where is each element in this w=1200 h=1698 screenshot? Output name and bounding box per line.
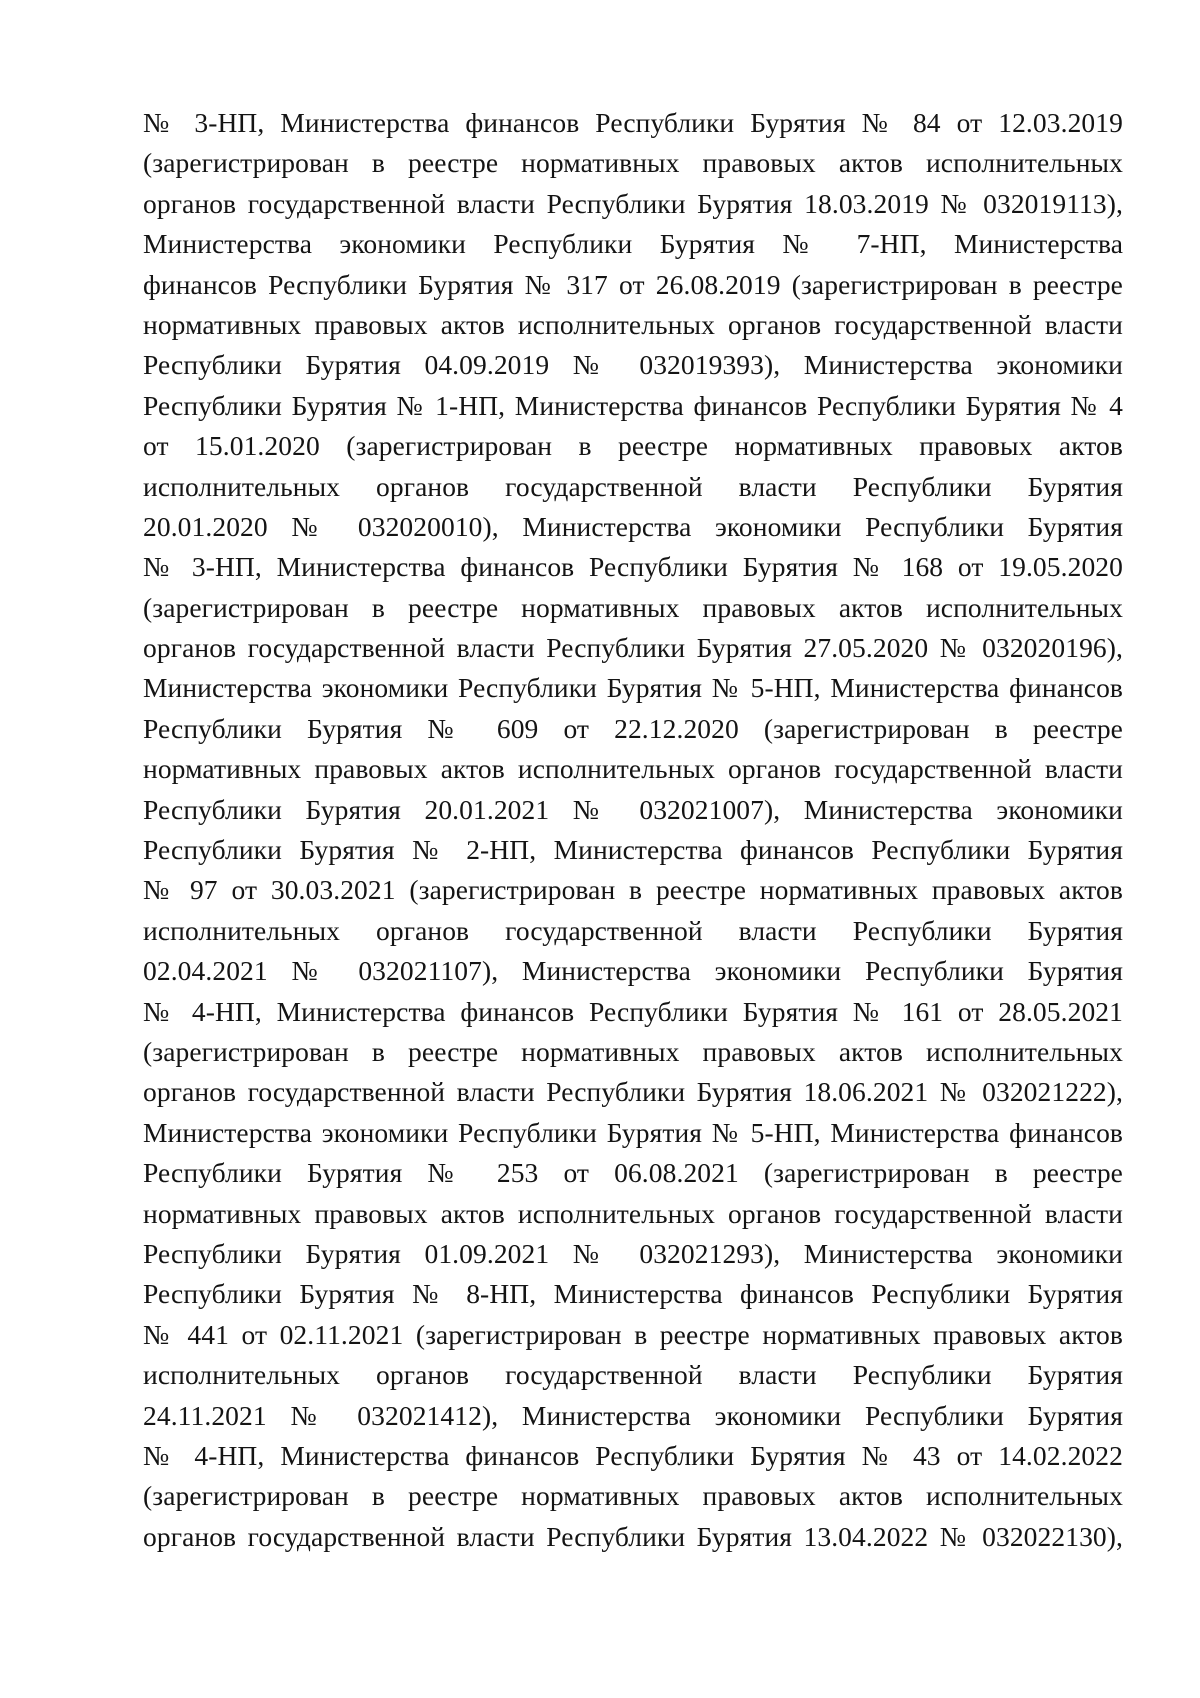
text-line: (зарегистрирован в реестре нормативных правовых актов исполнительных — [143, 591, 1123, 623]
text-line: № 97 от 30.03.2021 (зарегистрирован в реестре нормативных правовых актов — [143, 874, 1123, 906]
text-line: Республики Бурятия 04.09.2019 № 032019393), Министерства экономики — [143, 349, 1123, 381]
text-line: № 4-НП, Министерства финансов Республики Бурятия № 43 от 14.02.2022 — [143, 1439, 1123, 1471]
text-line: исполнительных органов государственной власти Республики Бурятия — [143, 914, 1123, 946]
text-line: органов государственной власти Республики Бурятия 18.06.2021 № 032021222), — [143, 1076, 1123, 1108]
text-line: Республики Бурятия № 8-НП, Министерства финансов Республики Бурятия — [143, 1278, 1123, 1310]
text-line: нормативных правовых актов исполнительных органов государственной власти — [143, 1197, 1123, 1229]
text-line: Министерства экономики Республики Бурятия № 5-НП, Министерства финансов — [143, 672, 1123, 704]
text-line: № 4-НП, Министерства финансов Республики Бурятия № 161 от 28.05.2021 — [143, 995, 1123, 1027]
text-line: 02.04.2021 № 032021107), Министерства экономики Республики Бурятия — [143, 955, 1123, 987]
text-line: Министерства экономики Республики Бурятия № 7-НП, Министерства — [143, 228, 1123, 260]
text-line: органов государственной власти Республики Бурятия 18.03.2019 № 032019113), — [143, 187, 1123, 219]
text-line: № 3-НП, Министерства финансов Республики Бурятия № 168 от 19.05.2020 — [143, 551, 1123, 583]
text-line: нормативных правовых актов исполнительных органов государственной власти — [143, 308, 1123, 340]
text-line: 20.01.2020 № 032020010), Министерства экономики Республики Бурятия — [143, 510, 1123, 542]
text-line: от 15.01.2020 (зарегистрирован в реестре нормативных правовых актов — [143, 430, 1123, 462]
text-line: Республики Бурятия 01.09.2021 № 032021293), Министерства экономики — [143, 1237, 1123, 1269]
text-line: нормативных правовых актов исполнительных органов государственной власти — [143, 753, 1123, 785]
text-line: Республики Бурятия № 253 от 06.08.2021 (зарегистрирован в реестре — [143, 1157, 1123, 1189]
text-line: № 441 от 02.11.2021 (зарегистрирован в реестре нормативных правовых актов — [143, 1318, 1123, 1350]
text-line: Республики Бурятия 20.01.2021 № 032021007), Министерства экономики — [143, 793, 1123, 825]
text-line: исполнительных органов государственной власти Республики Бурятия — [143, 1359, 1123, 1391]
text-line: финансов Республики Бурятия № 317 от 26.08.2019 (зарегистрирован в реестре — [143, 268, 1123, 300]
text-line: Республики Бурятия № 2-НП, Министерства финансов Республики Бурятия — [143, 834, 1123, 866]
text-line: № 3-НП, Министерства финансов Республики Бурятия № 84 от 12.03.2019 — [143, 107, 1123, 138]
text-line: исполнительных органов государственной власти Республики Бурятия — [143, 470, 1123, 502]
text-line: Республики Бурятия № 609 от 22.12.2020 (зарегистрирован в реестре — [143, 712, 1123, 744]
text-line: Республики Бурятия № 1-НП, Министерства финансов Республики Бурятия № 4 — [143, 389, 1123, 421]
text-line: органов государственной власти Республики Бурятия 27.05.2020 № 032020196), — [143, 632, 1123, 664]
text-line: (зарегистрирован в реестре нормативных правовых актов исполнительных — [143, 147, 1123, 179]
body-paragraph — [143, 103, 1123, 1557]
text-line: 24.11.2021 № 032021412), Министерства экономики Республики Бурятия — [143, 1399, 1123, 1431]
text-line: (зарегистрирован в реестре нормативных правовых актов исполнительных — [143, 1035, 1123, 1067]
text-line: Министерства экономики Республики Бурятия № 5-НП, Министерства финансов — [143, 1116, 1123, 1148]
text-line: органов государственной власти Республики Бурятия 13.04.2022 № 032022130), — [143, 1520, 1123, 1552]
text-line: (зарегистрирован в реестре нормативных правовых актов исполнительных — [143, 1480, 1123, 1512]
